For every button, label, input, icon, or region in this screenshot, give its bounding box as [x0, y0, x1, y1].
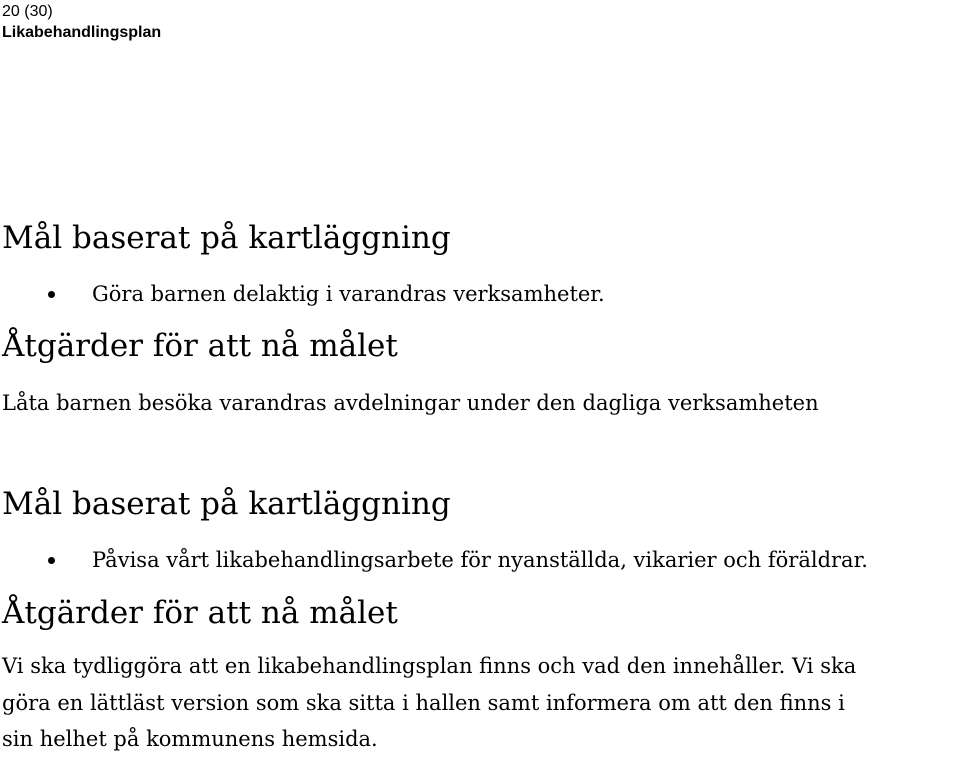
- action-text-1: Låta barnen besöka varandras avdelningar under den dagliga verksamheten: [2, 391, 819, 415]
- document-title: Likabehandlingsplan: [2, 24, 162, 41]
- bullet-icon: [48, 291, 55, 298]
- goal-heading-1: Mål baserat på kartläggning: [2, 220, 451, 256]
- page-number: 20 (30): [2, 3, 53, 20]
- action-paragraph-2: [2, 648, 957, 758]
- goal-bullet-text-1: Göra barnen delaktig i varandras verksamheter.: [92, 282, 605, 306]
- action-heading-1: Åtgärder för att nå målet: [2, 328, 398, 364]
- goal-heading-2: Mål baserat på kartläggning: [2, 486, 451, 522]
- paragraph-line: göra en lättläst version som ska sitta i hallen samt informera om att den finns i: [2, 690, 845, 715]
- paragraph-line: sin helhet på kommunens hemsida.: [2, 727, 378, 751]
- goal-bullet-text-2: Påvisa vårt likabehandlingsarbete för nyanställda, vikarier och föräldrar.: [92, 548, 868, 572]
- action-heading-2: Åtgärder för att nå målet: [2, 595, 398, 631]
- bullet-icon: [48, 557, 55, 564]
- paragraph-line: Vi ska tydliggöra att en likabehandlingsplan finns och vad den innehåller. Vi ska: [2, 654, 857, 678]
- page-header: [2, 1, 161, 43]
